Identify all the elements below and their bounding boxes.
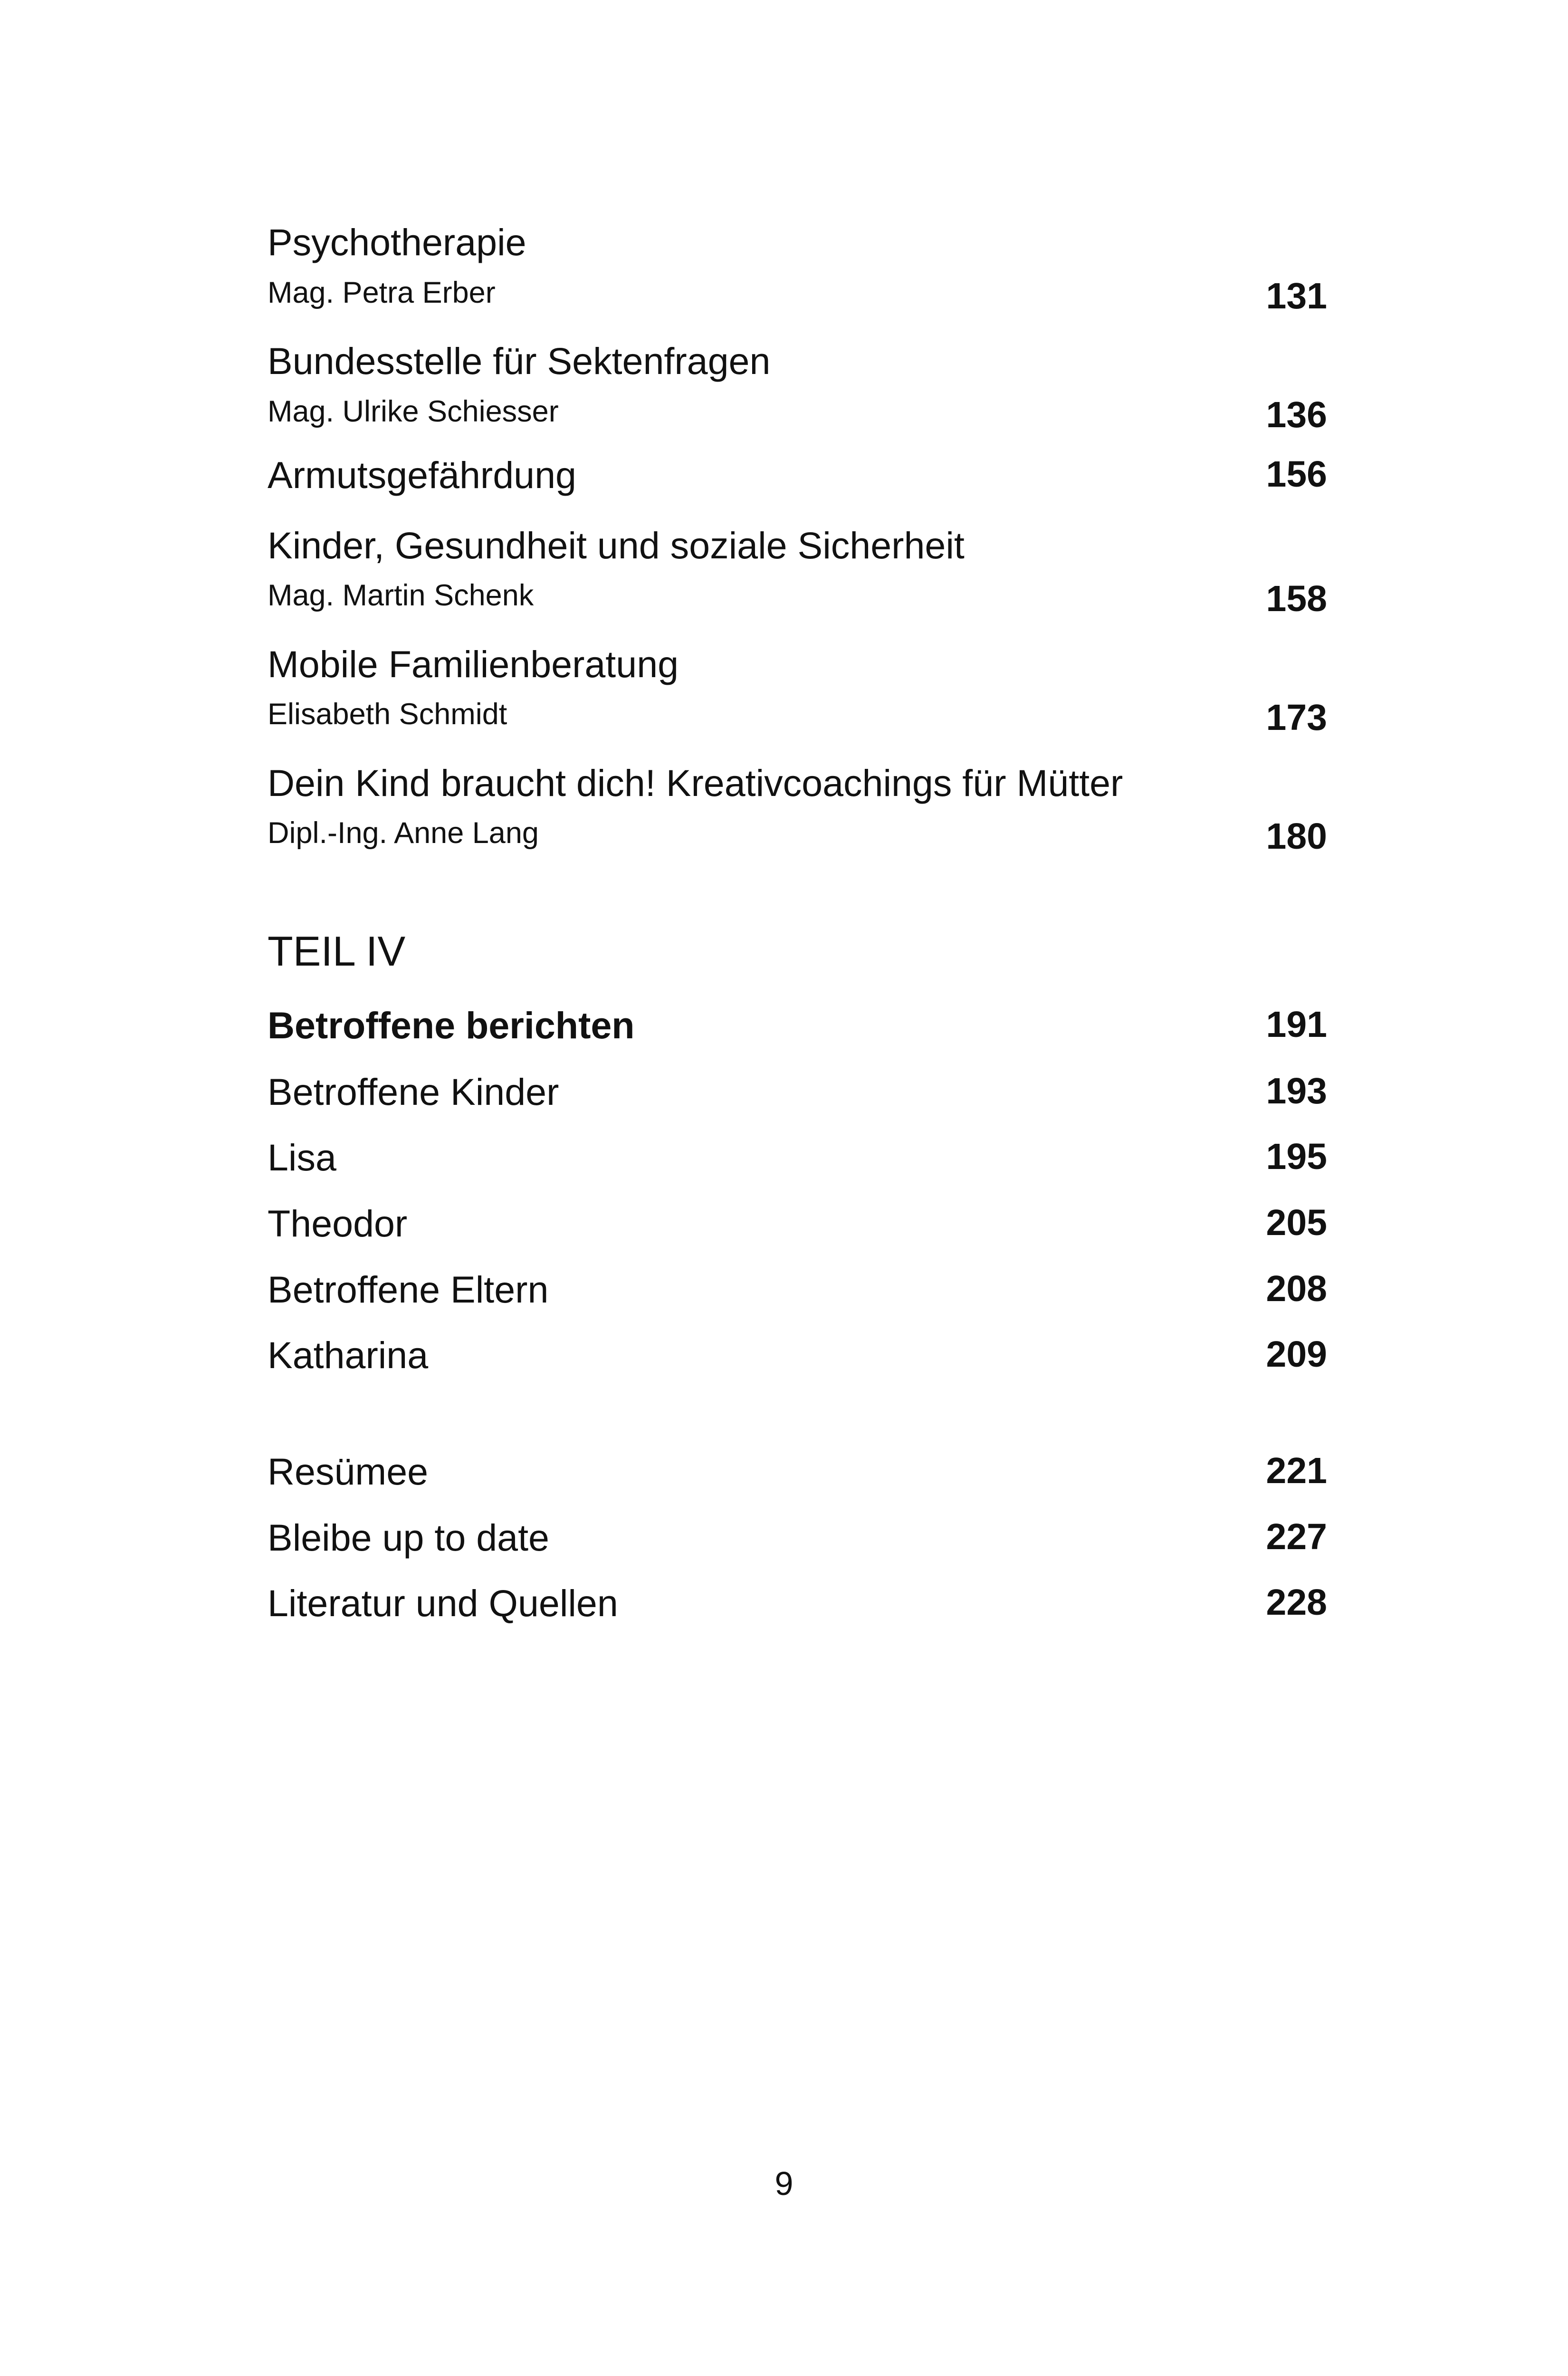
toc-page-number: 156	[1266, 454, 1327, 495]
toc-entry-title: Lisa 195	[268, 1136, 1327, 1178]
toc-entry-author: Elisabeth Schmidt 173	[268, 697, 1327, 738]
toc-page-number: 227	[1266, 1516, 1327, 1557]
part-heading: TEIL IV	[268, 928, 406, 975]
toc-page-number: 195	[1266, 1136, 1327, 1177]
toc-page-number: 158	[1266, 578, 1327, 619]
toc-page-number: 205	[1266, 1202, 1327, 1243]
toc-entry-title: Literatur und Quellen 228	[268, 1582, 1327, 1624]
toc-entry-author: Mag. Martin Schenk 158	[268, 578, 1327, 619]
toc-entry-author: Dipl.-Ing. Anne Lang 180	[268, 816, 1327, 857]
toc-page-number: 173	[1266, 697, 1327, 738]
toc-entry-title: Resümee 221	[268, 1450, 1327, 1493]
toc-entry-title: Psychotherapie	[268, 221, 526, 263]
toc-entry-title: Theodor 205	[268, 1202, 1327, 1245]
toc-page-number: 208	[1266, 1268, 1327, 1309]
toc-page-number: 131	[1266, 276, 1327, 316]
toc-entry-title: Katharina 209	[268, 1334, 1327, 1376]
toc-page-number: 228	[1266, 1582, 1327, 1623]
toc-entry-title: Armutsgefährdung 156	[268, 454, 1327, 496]
toc-entry-title: Dein Kind braucht dich! Kreativcoachings für Mütter	[268, 762, 1123, 804]
toc-entry-title: Betroffene Kinder 193	[268, 1071, 1327, 1113]
toc-entry-author: Mag. Petra Erber 131	[268, 276, 1327, 316]
toc-page-number: 209	[1266, 1334, 1327, 1375]
toc-entry-title: Bundesstelle für Sektenfragen	[268, 340, 771, 382]
toc-page-number: 136	[1266, 394, 1327, 435]
toc-entry-title: Mobile Familienberatung	[268, 643, 679, 685]
toc-page-number: 180	[1266, 816, 1327, 857]
page-folio: 9	[774, 2165, 794, 2202]
toc-entry-title: Kinder, Gesundheit und soziale Sicherheit	[268, 524, 965, 566]
toc-section-title: Betroffene berichten 191	[268, 1004, 1327, 1046]
toc-entry-title: Betroffene Eltern 208	[268, 1268, 1327, 1311]
toc-entry-title: Bleibe up to date 227	[268, 1516, 1327, 1559]
toc-entry-author: Mag. Ulrike Schiesser 136	[268, 394, 1327, 435]
toc-page-number: 193	[1266, 1071, 1327, 1111]
toc-page-number: 191	[1266, 1004, 1327, 1045]
toc-page-number: 221	[1266, 1450, 1327, 1491]
